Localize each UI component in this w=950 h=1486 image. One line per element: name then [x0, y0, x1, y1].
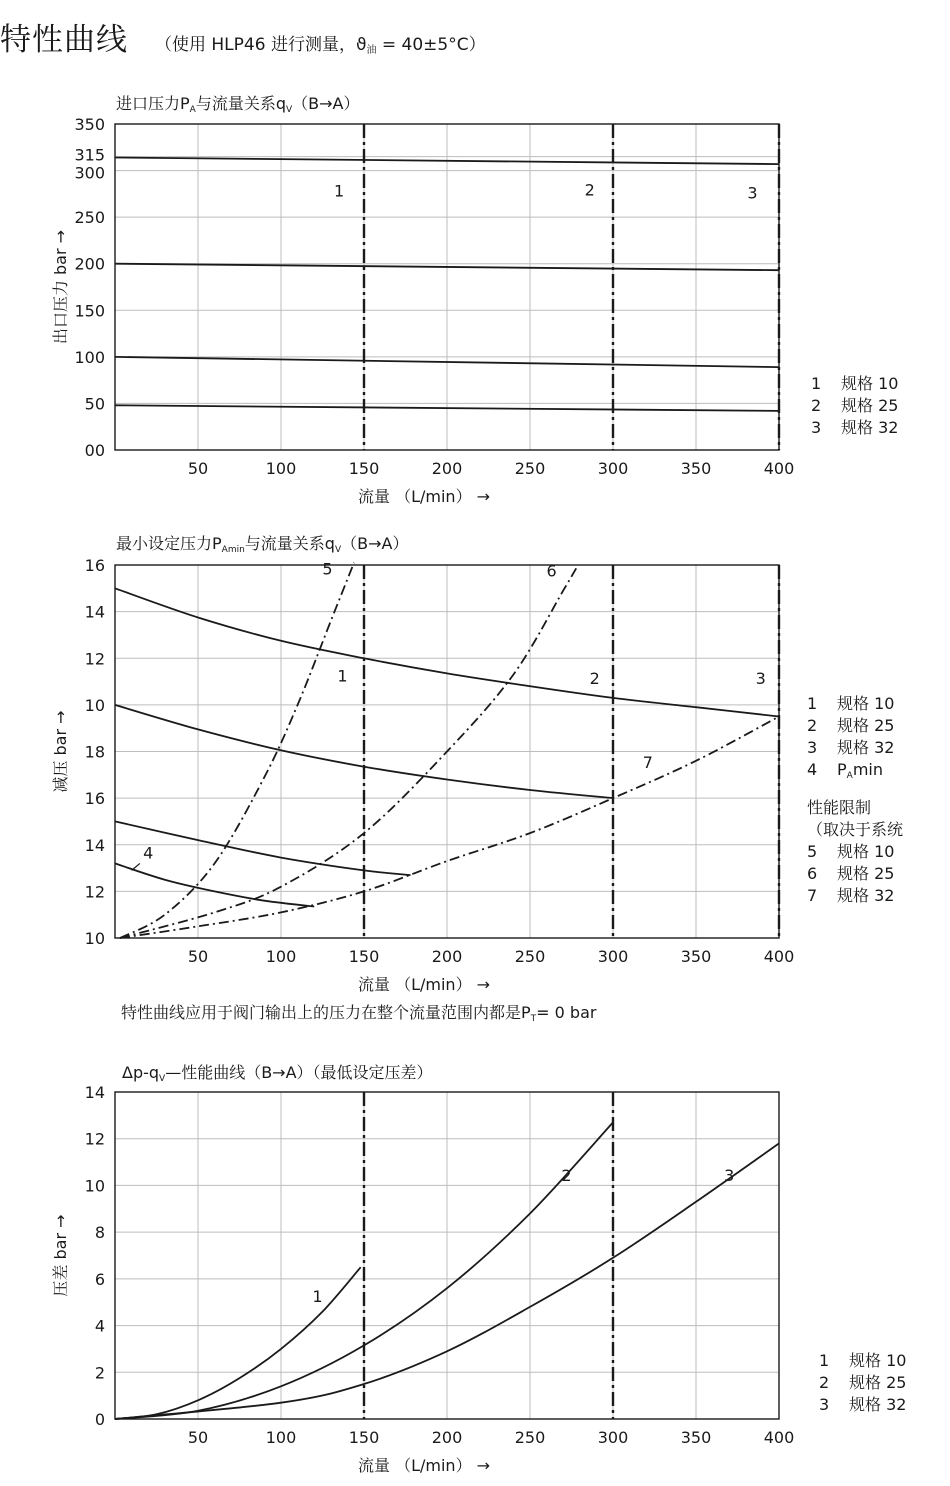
legend2-limit-note: （取决于系统 — [807, 820, 904, 839]
y-tick-label: 12 — [84, 882, 105, 902]
x-tick-label: 100 — [265, 947, 297, 966]
legend3-item — [819, 1394, 906, 1416]
y-tick-label: 100 — [74, 347, 105, 367]
chart1-title-b: 与流量关系q — [195, 94, 286, 113]
chart3-title-a: Δp-q — [122, 1063, 160, 1082]
legend2-item-label: 规格 10 — [837, 842, 895, 861]
y-tick-label: 250 — [74, 208, 105, 228]
limit-line-label: 3 — [747, 183, 758, 203]
y-tick-label: 16 — [84, 556, 105, 575]
x-tick-label: 50 — [187, 459, 209, 478]
x-tick-label: 250 — [514, 1428, 546, 1447]
x-tick-label: 350 — [680, 459, 712, 478]
y-tick-label: 12 — [84, 1129, 105, 1149]
x-tick-label: 400 — [763, 1428, 795, 1447]
y-tick-label: 14 — [84, 835, 105, 855]
x-tick-label: 350 — [680, 1428, 712, 1447]
chart1-title-c: （B→A） — [292, 94, 360, 113]
x-tick-label: 200 — [431, 1428, 463, 1447]
legend2-item-num: 5 — [807, 842, 818, 861]
legend3-item-label: 规格 25 — [849, 1373, 907, 1392]
x-tick-label: 200 — [431, 947, 463, 966]
legend3-item — [819, 1372, 906, 1394]
x-tick-label: 150 — [348, 947, 380, 966]
note-suffix: = 0 bar — [536, 1003, 597, 1022]
x-tick-label: 350 — [680, 947, 712, 966]
y-tick-label: 315 — [74, 145, 105, 165]
x-tick-label: 50 — [187, 947, 209, 966]
legend2-item — [807, 863, 903, 885]
legend1-item-label: 规格 32 — [841, 418, 899, 437]
y-tick-label: 14 — [84, 602, 105, 622]
y-tick-label: 50 — [84, 394, 105, 414]
x-tick-label: 100 — [265, 459, 297, 478]
chart2-title-sub: Amin — [221, 545, 245, 555]
y-tick-label: 150 — [74, 301, 105, 321]
legend3-item-num: 2 — [819, 1373, 830, 1392]
legend3-item-num: 3 — [819, 1395, 830, 1414]
y-tick-label: 6 — [94, 1269, 105, 1289]
legend2-item-label: 规格 10 — [837, 694, 895, 713]
chart2-title-a: 最小设定压力P — [116, 534, 222, 553]
legend2-item-num: 1 — [807, 694, 818, 713]
series-label: 2 — [561, 1165, 572, 1185]
chart2-title-sub2: V — [334, 545, 342, 555]
y-tick-label: 10 — [84, 1176, 105, 1196]
chart1-title-a: 进口压力P — [116, 94, 190, 113]
subtitle-theta-sub: 油 — [366, 45, 377, 56]
legend2-item — [807, 693, 903, 715]
x-tick-label: 300 — [597, 947, 629, 966]
legend2-item-label: 规格 32 — [837, 886, 895, 905]
x-tick-label: 100 — [265, 1428, 297, 1447]
legend2-item — [807, 715, 903, 737]
x-axis-label: 流量 （L/min） → — [358, 1456, 491, 1475]
y-tick-label: 0 — [94, 1410, 105, 1429]
series-label: 3 — [724, 1165, 735, 1185]
y-tick-label: 18 — [84, 742, 105, 762]
x-tick-label: 400 — [763, 947, 795, 966]
series-label: 5 — [322, 559, 333, 579]
legend2-item — [807, 759, 903, 787]
limit-line-label: 2 — [589, 668, 600, 688]
legend1-item-label: 规格 10 — [841, 374, 899, 393]
chart3-title-b: —性能曲线（B→A）（最低设定压差） — [165, 1063, 433, 1082]
legend3-item-label: 规格 32 — [849, 1395, 907, 1414]
x-tick-label: 250 — [514, 459, 546, 478]
legend2-item-label: 规格 25 — [837, 716, 895, 735]
y-tick-label: 10 — [84, 695, 105, 715]
series-line — [115, 1267, 361, 1419]
x-tick-label: 300 — [597, 459, 629, 478]
legend2-item4-label: P — [837, 760, 847, 779]
legend3-item — [819, 1350, 906, 1372]
legend3-item-label: 规格 10 — [849, 1351, 907, 1370]
legend2 — [807, 693, 903, 907]
series-label: 1 — [312, 1287, 323, 1307]
chart3-title-sub: V — [159, 1074, 166, 1084]
subtitle-suffix: = 40±5°C） — [376, 35, 486, 55]
legend2-item4-sub: A — [846, 771, 853, 781]
legend2-item-label: 规格 32 — [837, 738, 895, 757]
legend2-item-num: 2 — [807, 716, 818, 735]
series-label: 6 — [546, 561, 557, 581]
subtitle-theta: ϑ — [355, 35, 367, 55]
legend1-item-label: 规格 25 — [841, 396, 899, 415]
legend1 — [811, 373, 898, 439]
legend1-item — [811, 373, 898, 395]
y-tick-label: 350 — [74, 115, 105, 134]
x-tick-label: 150 — [348, 1428, 380, 1447]
limit-line-label: 2 — [584, 180, 595, 200]
chart1-title-sub2: V — [286, 105, 293, 115]
y-tick-label: 12 — [84, 649, 105, 669]
x-tick-label: 300 — [597, 1428, 629, 1447]
y-axis-label: 压差 bar → — [51, 1214, 70, 1297]
legend1-item-num: 1 — [811, 374, 822, 393]
page-title: 特性曲线 — [0, 22, 128, 58]
x-axis-label: 流量 （L/min） → — [358, 487, 491, 506]
y-tick-label: 00 — [84, 441, 105, 460]
legend1-item — [811, 417, 898, 439]
x-tick-label: 250 — [514, 947, 546, 966]
note-sub: T — [530, 1014, 537, 1024]
x-tick-label: 400 — [763, 459, 795, 478]
y-tick-label: 4 — [94, 1316, 105, 1336]
legend1-item-num: 2 — [811, 396, 822, 415]
y-tick-label: 8 — [94, 1223, 105, 1243]
series-label: 7 — [642, 752, 653, 772]
y-tick-label: 200 — [74, 254, 105, 274]
x-tick-label: 200 — [431, 459, 463, 478]
legend2-item — [807, 885, 903, 907]
note-prefix: 特性曲线应用于阀门输出上的压力在整个流量范围内都是P — [121, 1003, 531, 1022]
legend2-item-label: 规格 25 — [837, 864, 895, 883]
y-axis-label: 减压 bar → — [51, 710, 70, 793]
legend1-item — [811, 395, 898, 417]
y-axis-label: 出口压力 bar → — [51, 229, 70, 345]
chart1-title-sub: A — [189, 105, 196, 115]
subtitle-prefix: （使用 HLP46 进行测量， — [155, 35, 356, 55]
y-tick-label: 300 — [74, 163, 105, 183]
legend2-item — [807, 737, 903, 759]
series-label: 4 — [143, 843, 154, 863]
legend3-item-num: 1 — [819, 1351, 830, 1370]
x-axis-label: 流量 （L/min） → — [358, 975, 491, 994]
y-tick-label: 2 — [94, 1363, 105, 1383]
legend2-item-num: 7 — [807, 886, 818, 905]
limit-line-label: 1 — [334, 181, 345, 201]
x-tick-label: 150 — [348, 459, 380, 478]
y-tick-label: 16 — [84, 789, 105, 809]
legend1-item-num: 3 — [811, 418, 822, 437]
limit-line-label: 3 — [755, 668, 766, 688]
limit-line-label: 1 — [337, 666, 348, 686]
chart2-title-c: （B→A） — [341, 534, 409, 553]
legend2-item-num: 3 — [807, 738, 818, 757]
chart2-title-b: 与流量关系q — [244, 534, 335, 553]
legend2-item-num: 4 — [807, 760, 818, 779]
legend2-item-num: 6 — [807, 864, 818, 883]
x-tick-label: 50 — [187, 1428, 209, 1447]
y-tick-label: 10 — [84, 929, 105, 948]
legend2-item4-suffix: min — [852, 760, 883, 779]
legend2-item — [807, 841, 903, 863]
legend2-limit-header: 性能限制 — [807, 798, 872, 817]
legend3 — [819, 1350, 906, 1416]
y-tick-label: 14 — [84, 1083, 105, 1102]
